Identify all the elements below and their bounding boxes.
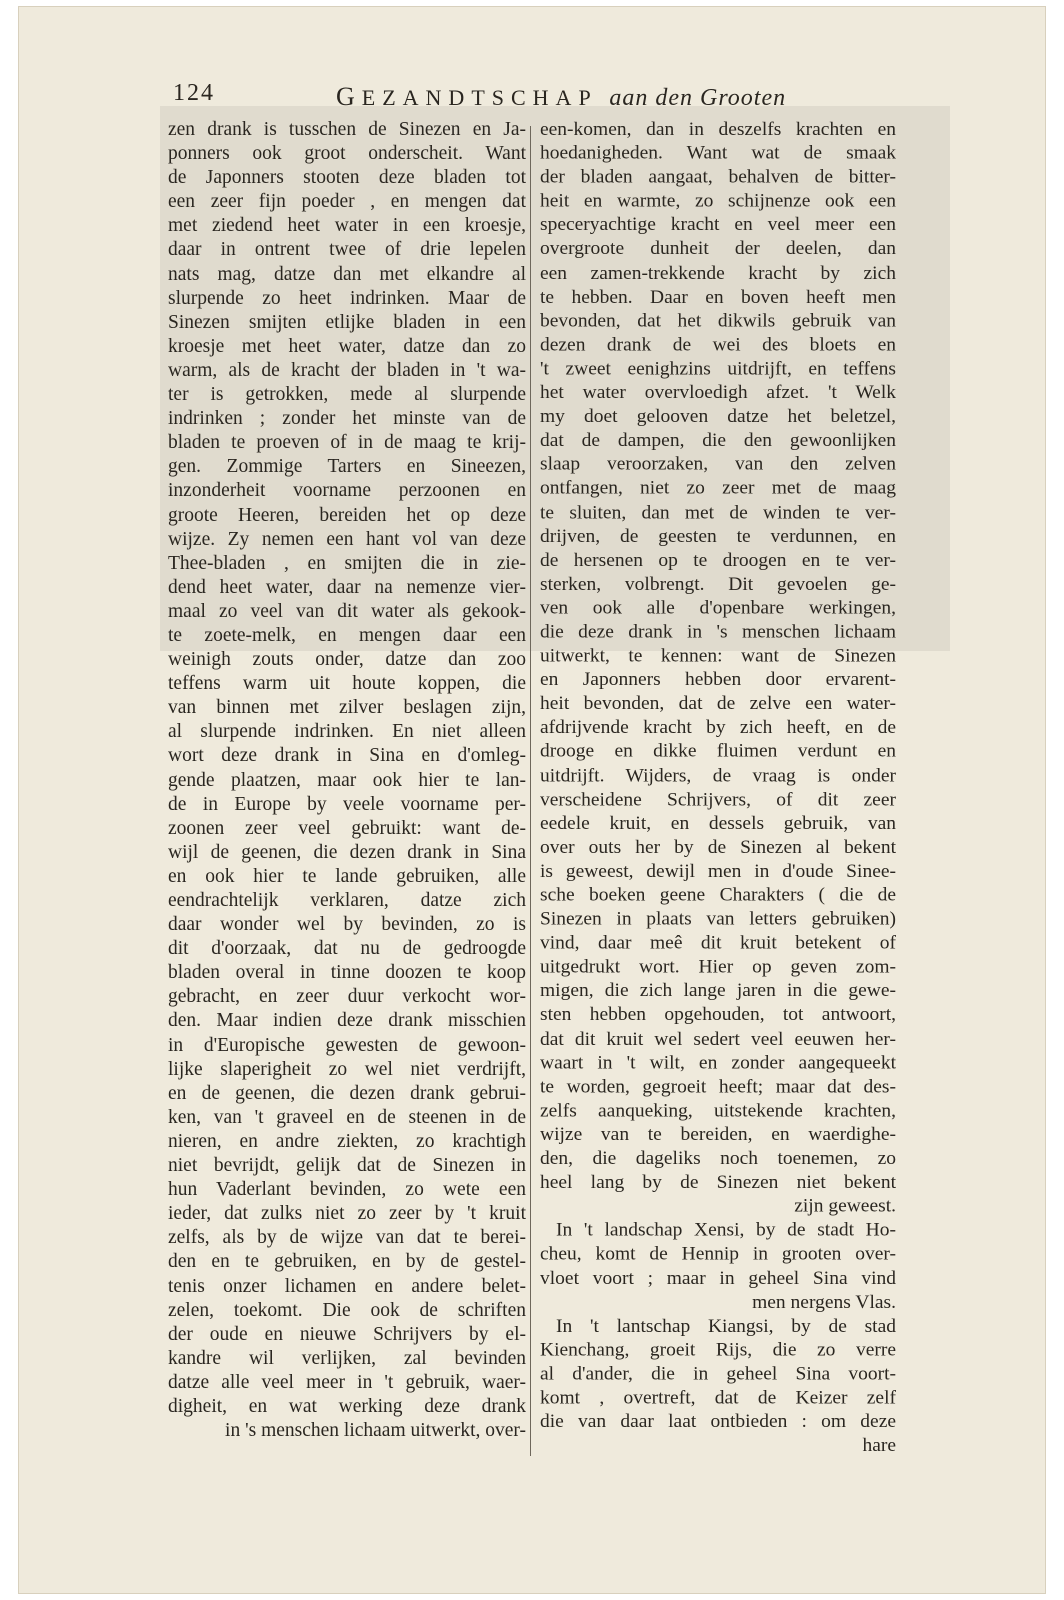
text-line: bladen te proeven of in de maag te krij- bbox=[168, 432, 526, 454]
text-line: drooge en dikke fluimen verdunt en bbox=[540, 741, 896, 763]
text-line: ken, van 't graveel en de steenen in de bbox=[168, 1106, 526, 1128]
text-line: migen, die zich lange jaren in die gewe- bbox=[540, 980, 896, 1002]
text-line: wort deze drank in Sina en d'omleg- bbox=[168, 745, 526, 767]
text-line: wijze van te bereiden, en waerdighe- bbox=[540, 1124, 896, 1146]
text-line: der oude en nieuwe Schrijvers by el- bbox=[168, 1323, 526, 1345]
text-line: den. Maar indien deze drank misschien bbox=[168, 1010, 526, 1032]
text-line: vloet voort ; maar in geheel Sina vind bbox=[540, 1267, 896, 1289]
text-line: digheit, en wat werking deze drank bbox=[168, 1395, 526, 1417]
text-line: dit d'oorzaak, dat nu de gedroogde bbox=[168, 938, 526, 960]
text-line: Sinezen in plaats van letters gebruiken) bbox=[540, 908, 896, 930]
text-line: waart in 't wilt, en zonder aangequeekt bbox=[540, 1052, 896, 1074]
text-line: gen. Zommige Tarters en Sineezen, bbox=[168, 456, 526, 478]
text-line: In 't lantschap Kiangsi, by de stad bbox=[556, 1315, 896, 1337]
text-line: zijn geweest. bbox=[794, 1195, 896, 1217]
text-line: slaap veroorzaken, van den zelven bbox=[540, 454, 896, 475]
text-line: tenis onzer lichamen en andere belet- bbox=[168, 1275, 526, 1297]
text-line: niet bevrijdt, gelijk dat de Sinezen in bbox=[168, 1155, 526, 1177]
text-line: datze alle veel meer in 't gebruik, waer- bbox=[168, 1371, 526, 1393]
text-line: kroesje met heet water, datze dan zo bbox=[168, 335, 526, 357]
text-line: wijze. Zy nemen een hant vol van deze bbox=[168, 528, 526, 550]
text-line: speceryachtige kracht en veel meer een bbox=[540, 214, 896, 236]
text-line: den en te gebruiken, en by de gestel- bbox=[168, 1251, 526, 1273]
text-line: 't zweet eenighzins uitdrijft, en teffens bbox=[540, 358, 896, 380]
text-line: den, die dageliks noch toenemen, zo bbox=[540, 1148, 896, 1169]
text-line: uitdrijft. Wijders, de vraag is onder bbox=[540, 765, 896, 787]
text-line: vind, daar meê dit kruit betekent of bbox=[540, 932, 896, 954]
page-header bbox=[18, 76, 1046, 116]
text-line: over outs her by de Sinezen al bekent bbox=[540, 836, 896, 858]
text-line: zelfs, als by de wijze van dat te berei- bbox=[168, 1227, 526, 1249]
text-line: ter is getrokken, mede al slurpende bbox=[168, 384, 526, 406]
text-line: heit en warmte, zo schijnenze ook een bbox=[540, 190, 896, 212]
running-head bbox=[336, 82, 786, 112]
page-number: 124 bbox=[173, 80, 215, 106]
text-line: lijke slaperigheit zo wel niet verdrijft, bbox=[168, 1058, 526, 1080]
text-line: der bladen aangaat, behalven de bitter- bbox=[540, 166, 896, 188]
column-rule bbox=[530, 126, 531, 1456]
text-line: eendrachtelijk verklaren, datze zich bbox=[168, 890, 526, 911]
text-line: ponners ook groot onderscheit. Want bbox=[168, 143, 526, 165]
text-line: een zeer fijn poeder , en mengen dat bbox=[168, 191, 526, 213]
text-line: ven ook alle d'openbare werkingen, bbox=[540, 597, 896, 619]
running-head-capital: G bbox=[336, 82, 362, 111]
text-line: in 's menschen lichaam uitwerkt, over- bbox=[225, 1420, 526, 1442]
text-line: daar wonder wel by bevinden, zo is bbox=[168, 914, 526, 936]
text-line: Sinezen smijten etlijke bladen in een bbox=[168, 311, 526, 333]
text-line: en ook hier te lande gebruiken, alle bbox=[168, 865, 526, 887]
text-line: nats mag, datze dan met elkandre al bbox=[168, 263, 526, 285]
text-line: indrinken ; zonder het minste van de bbox=[168, 408, 526, 430]
text-line: een-komen, dan in deszelfs krachten en bbox=[540, 118, 896, 140]
text-line: sten hebben opgehouden, tot antwoort, bbox=[540, 1004, 896, 1026]
text-line: en de geenen, die dezen drank gebrui- bbox=[168, 1082, 526, 1104]
text-line: zen drank is tusschen de Sinezen en Ja- bbox=[168, 119, 526, 140]
text-line: sterken, volbrengt. Dit gevoelen ge- bbox=[540, 573, 896, 595]
text-line: al d'ander, die in geheel Sina voort- bbox=[540, 1363, 896, 1385]
text-line: het water overvloedigh afzet. 't Welk bbox=[540, 382, 896, 404]
text-line: te hebben. Daar en boven heeft men bbox=[540, 286, 896, 308]
text-line: drijven, de geesten te verdunnen, en bbox=[540, 525, 896, 547]
text-line: die van daar laat ontbieden : om deze bbox=[540, 1411, 896, 1433]
running-head-rest: EZANDTSCHAP bbox=[361, 85, 597, 110]
text-line: hoedanigheden. Want wat de smaak bbox=[540, 142, 896, 164]
text-line: al slurpende indrinken. En niet alleen bbox=[168, 721, 526, 743]
text-line: dat dit kruit wel sedert veel eeuwen her- bbox=[540, 1028, 896, 1050]
text-line: bevonden, dat het dikwils gebruik van bbox=[540, 310, 896, 332]
text-line: met ziedend heet water in een kroesje, bbox=[168, 215, 526, 237]
text-line: en Japonners hebben door ervarent- bbox=[540, 669, 896, 691]
text-line: ieder, dat zulks niet zo zeer by 't kruit bbox=[168, 1203, 526, 1225]
text-line: verscheidene Schrijvers, of dit zeer bbox=[540, 789, 896, 810]
text-line: die deze drank in 's menschen lichaam bbox=[540, 621, 896, 643]
text-line: te sluiten, dan met de winden te ver- bbox=[540, 501, 896, 523]
text-line: wijl de geenen, die dezen drank in Sina bbox=[168, 841, 526, 863]
text-line: sche boeken geene Charakters ( die de bbox=[540, 884, 896, 906]
text-line: groote Heeren, bereiden het op deze bbox=[168, 504, 526, 526]
text-line: dend heet water, daar na nemenze vier- bbox=[168, 576, 526, 598]
text-line: gebracht, en zeer duur verkocht wor- bbox=[168, 986, 526, 1008]
text-line: slurpende zo heet indrinken. Maar de bbox=[168, 287, 526, 309]
text-line: hare bbox=[862, 1435, 896, 1457]
text-line: uitwerkt, te kennen: want de Sinezen bbox=[540, 645, 896, 667]
text-line: bladen overal in tinne doozen te koop bbox=[168, 962, 526, 984]
text-line: zoonen zeer veel gebruikt: want de- bbox=[168, 817, 526, 839]
text-line: gende plaatzen, maar ook hier te lan- bbox=[168, 769, 526, 791]
text-line: Kienchang, groeit Rijs, die zo verre bbox=[540, 1339, 896, 1361]
text-line: een zamen-trekkende kracht by zich bbox=[540, 262, 896, 284]
text-line: maal zo veel van dit water als gekook- bbox=[168, 600, 526, 622]
text-line: komt , overtreft, dat de Keizer zelf bbox=[540, 1387, 896, 1409]
running-head-italic: aan den Grooten bbox=[609, 85, 787, 111]
text-line: kandre wil verlijken, zal bevinden bbox=[168, 1347, 526, 1369]
text-line: overgroote dunheit der deelen, dan bbox=[540, 238, 896, 260]
text-line: eedele kruit, en dessels gebruik, van bbox=[540, 813, 896, 834]
left-column bbox=[168, 118, 526, 1443]
text-line: hun Vaderlant bevinden, zo wete een bbox=[168, 1179, 526, 1201]
text-line: cheu, komt de Hennip in grooten over- bbox=[540, 1243, 896, 1265]
text-line: te worden, gegroeit heeft; maar dat des- bbox=[540, 1076, 896, 1098]
text-line: dat de dampen, die den gewoonlijken bbox=[540, 430, 896, 451]
right-column bbox=[540, 118, 896, 1458]
text-line: warm, als de kracht der bladen in 't wa- bbox=[168, 359, 526, 381]
text-line: dezen drank de wei des bloets en bbox=[540, 334, 896, 356]
text-line: van binnen met zilver beslagen zijn, bbox=[168, 697, 526, 719]
text-line: in d'Europische gewesten de gewoon- bbox=[168, 1034, 526, 1056]
text-line: zelfs aanqueking, uitstekende krachten, bbox=[540, 1100, 896, 1122]
text-line: nieren, en andre ziekten, zo krachtigh bbox=[168, 1130, 526, 1152]
text-line: heit bevonden, dat de zelve een water- bbox=[540, 693, 896, 715]
text-line: ontfangen, niet zo zeer met de maag bbox=[540, 477, 896, 499]
text-line: te zoete-melk, en mengen daar een bbox=[168, 624, 526, 646]
text-line: de Japonners stooten deze bladen tot bbox=[168, 167, 526, 189]
text-line: zelen, toekomt. Die ook de schriften bbox=[168, 1299, 526, 1321]
text-line: daar in ontrent twee of drie lepelen bbox=[168, 239, 526, 261]
text-line: is geweest, dewijl men in d'oude Sinee- bbox=[540, 860, 896, 882]
paper-sheet bbox=[18, 6, 1046, 1594]
text-line: Thee-bladen , en smijten die in zie- bbox=[168, 552, 526, 574]
text-line: teffens warm uit houte koppen, die bbox=[168, 673, 526, 695]
text-line: afdrijvende kracht by zich heeft, en de bbox=[540, 717, 896, 739]
text-line: de hersenen op te droogen en te ver- bbox=[540, 549, 896, 571]
text-line: men nergens Vlas. bbox=[752, 1291, 896, 1313]
text-line: uitgedrukt wort. Hier op geven zom- bbox=[540, 956, 896, 978]
text-line: heel lang by de Sinezen niet bekent bbox=[540, 1172, 896, 1193]
text-line: In 't landschap Xensi, by de stadt Ho- bbox=[556, 1219, 896, 1241]
text-line: inzonderheit voorname perzoonen en bbox=[168, 480, 526, 502]
text-line: my doet gelooven datze het beletzel, bbox=[540, 406, 896, 428]
text-line: de in Europe by veele voorname per- bbox=[168, 793, 526, 815]
text-line: weinigh zouts onder, datze dan zoo bbox=[168, 649, 526, 671]
